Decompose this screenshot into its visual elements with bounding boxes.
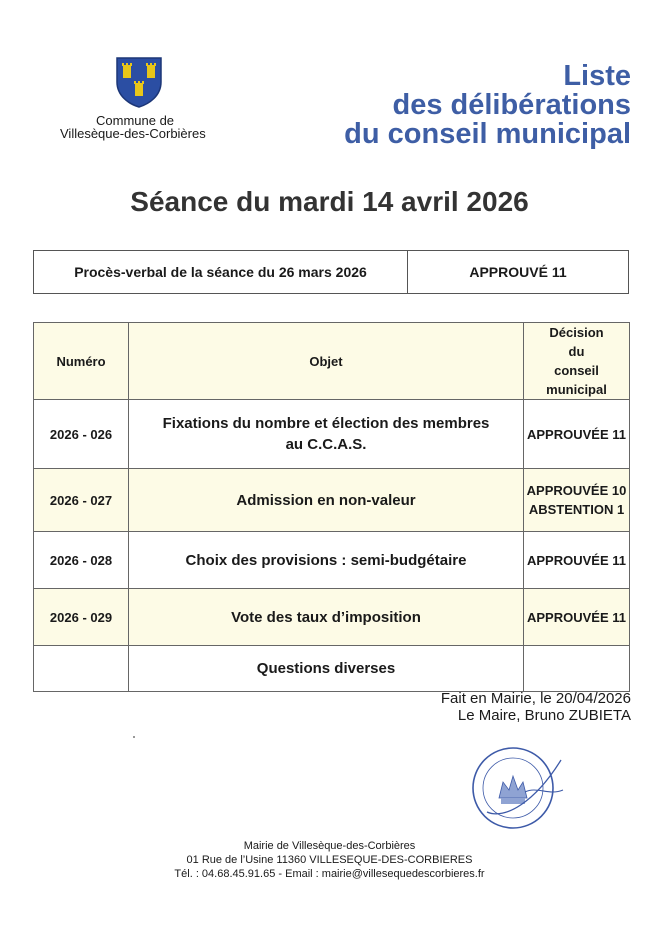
commune-name: Villesèque-des-Corbières	[60, 126, 206, 141]
row-numero: 2026 - 028	[34, 532, 129, 589]
row-decision	[524, 532, 630, 589]
row-objet: Admission en non-valeur	[129, 469, 524, 532]
decision-line: APPROUVÉE 11	[527, 552, 626, 568]
row-objet-text: Fixations du nombre et élection des membres au C.C.A.S.	[162, 415, 490, 453]
official-stamp	[465, 742, 575, 842]
table-row	[34, 589, 630, 646]
speck	[133, 736, 135, 738]
row-numero: 2026 - 027	[34, 469, 129, 532]
decision-line: APPROUVÉE 11	[527, 426, 626, 442]
signature-date: Fait en Mairie, le 20/04/2026	[440, 690, 631, 707]
decision-line: APPROUVÉE 10	[526, 483, 627, 498]
header-decision	[524, 323, 630, 400]
commune-label: Commune de	[96, 113, 175, 128]
proces-verbal-decision: APPROUVÉ 11	[469, 264, 567, 280]
deliberations-table	[33, 322, 630, 692]
header-decision-text: Décision du conseil municipal	[546, 325, 607, 397]
table-row	[34, 532, 630, 589]
header-objet: Objet	[129, 323, 524, 400]
table-row	[34, 469, 630, 532]
row-decision	[524, 469, 630, 532]
row-decision	[524, 589, 630, 646]
header-numero: Numéro	[34, 323, 129, 400]
title-line: des délibérations	[392, 89, 631, 121]
proces-verbal-label: Procès-verbal de la séance du 26 mars 2026	[34, 251, 408, 293]
table-header-row	[34, 323, 630, 400]
footer-contact: Tél. : 04.68.45.91.65 - Email : mairie@villesequedescorbieres.fr	[174, 868, 485, 880]
footer	[0, 839, 659, 881]
signature-block	[441, 690, 631, 724]
table-row	[34, 646, 630, 692]
title-line: du conseil municipal	[344, 118, 631, 150]
row-numero	[34, 646, 129, 692]
footer-address: 01 Rue de l’Usine 11360 VILLESEQUE-DES-CORBIERES	[186, 854, 473, 866]
decision-line: APPROUVÉE 11	[527, 609, 626, 625]
seance-title: Séance du mardi 14 avril 2026	[130, 186, 529, 217]
title-line: Liste	[563, 60, 631, 92]
table-row	[34, 400, 630, 469]
signature-mayor: Le Maire, Bruno ZUBIETA	[457, 707, 631, 724]
row-decision	[524, 646, 630, 692]
coat-of-arms-logo	[115, 56, 163, 108]
row-objet	[129, 400, 524, 469]
document-title	[344, 62, 631, 149]
row-objet: Vote des taux d’imposition	[129, 589, 524, 646]
row-numero: 2026 - 029	[34, 589, 129, 646]
row-decision	[524, 400, 630, 469]
decision-line: ABSTENTION 1	[528, 502, 625, 517]
row-objet: Choix des provisions : semi-budgétaire	[129, 532, 524, 589]
row-objet: Questions diverses	[129, 646, 524, 692]
row-numero: 2026 - 026	[34, 400, 129, 469]
footer-mairie: Mairie de Villesèque-des-Corbières	[243, 840, 416, 852]
proces-verbal-box	[33, 250, 629, 294]
